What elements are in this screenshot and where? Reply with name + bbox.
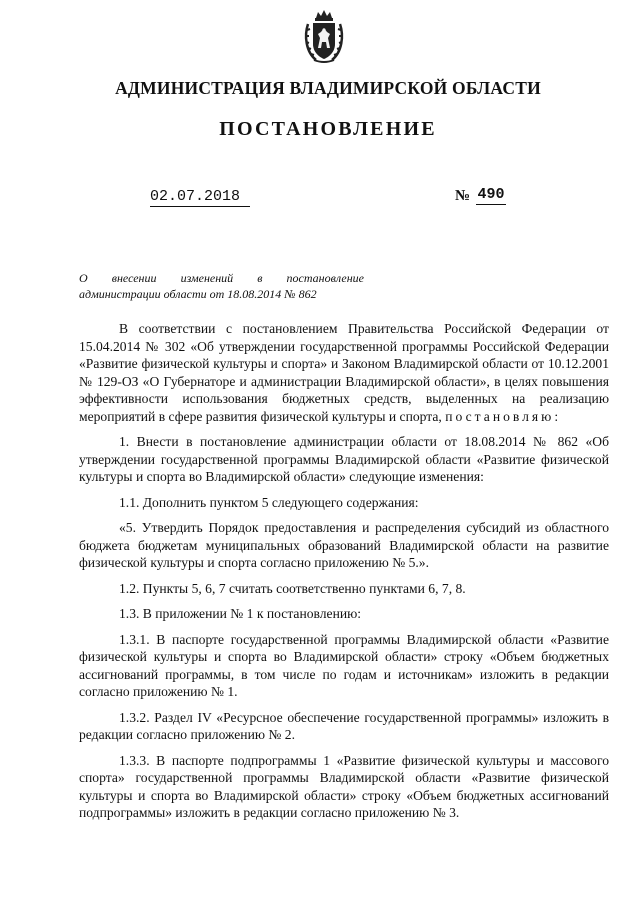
paragraph-1-1: 1.1. Дополнить пунктом 5 следующего содержания:: [119, 494, 419, 510]
preamble-text: В соответствии с постановлением Правительства Российской Федерации от 15.04.2014 № 302 «Об утверждении государственной программы Российской Федерации «Развитие физической культуры и спорта» и Законом Владимирской области от 10.12.2001 № 129-ОЗ «О Губернаторе и администрации Владимирской области», в целях повышения эффективности использования бюджетных средств, выделенных на реализацию мероприятий в сфере развития физической культуры и спорта,: [79, 321, 609, 424]
coat-of-arms-icon: [302, 8, 346, 64]
paragraph-1-3-1: 1.3.1. В паспорте государственной программы Владимирской области «Развитие физической культуры и спорта во Владимирской области» строку «Объем бюджетных ассигнований программы, в том числе по годам и источникам» изложить в редакции согласно приложению № 1.: [79, 631, 609, 699]
paragraph-1-2: 1.2. Пункты 5, 6, 7 считать соответственно пунктами 6, 7, 8.: [119, 580, 466, 596]
paragraph-1: 1. Внести в постановление администрации области от 18.08.2014 № 862 «Об утверждении государственной программы Владимирской области «Развитие физической культуры и спорта во Владимирской области» следующие изменения:: [79, 434, 609, 484]
subject-word: внесении: [111, 271, 157, 285]
preamble-paragraph: [79, 320, 609, 425]
organization-title: АДМИНИСТРАЦИЯ ВЛАДИМИРСКОЙ ОБЛАСТИ: [115, 78, 541, 98]
subject-word: постановление: [286, 271, 364, 285]
document-type-title: ПОСТАНОВЛЕНИЕ: [219, 118, 437, 140]
subject-word: изменений: [180, 271, 234, 285]
subject-word: в: [257, 271, 263, 285]
document-body: [79, 320, 609, 822]
subject-line-2: администрации области от 18.08.2014 № 862: [79, 287, 317, 301]
subject-word: О: [79, 271, 88, 285]
number-label: №: [455, 188, 471, 204]
subject-line-1: [79, 270, 364, 286]
paragraph-5-quote: «5. Утвердить Порядок предоставления и распределения субсидий из областного бюджета бюджетам муниципальных образований Владимирской области на развитие физической культуры и спорта согласно приложению № 5.».: [79, 520, 609, 570]
decree-word: постановляю:: [445, 408, 562, 424]
document-number: 490: [477, 186, 505, 203]
document-subject: [79, 270, 364, 302]
paragraph-1-3-2: 1.3.2. Раздел IV «Ресурсное обеспечение государственной программы» изложить в редакции согласно приложению № 2.: [79, 709, 609, 742]
paragraph-1-3-3: 1.3.3. В паспорте подпрограммы 1 «Развитие физической культуры и массового спорта» государственной программы Владимирской области «Развитие физической культуры и спорта во Владимирской области» строку «Объем бюджетных ассигнований подпрограммы» изложить в редакции согласно приложению № 3.: [79, 752, 609, 820]
paragraph-1-3: 1.3. В приложении № 1 к постановлению:: [119, 606, 362, 621]
document-date: 02.07.2018: [150, 188, 250, 207]
